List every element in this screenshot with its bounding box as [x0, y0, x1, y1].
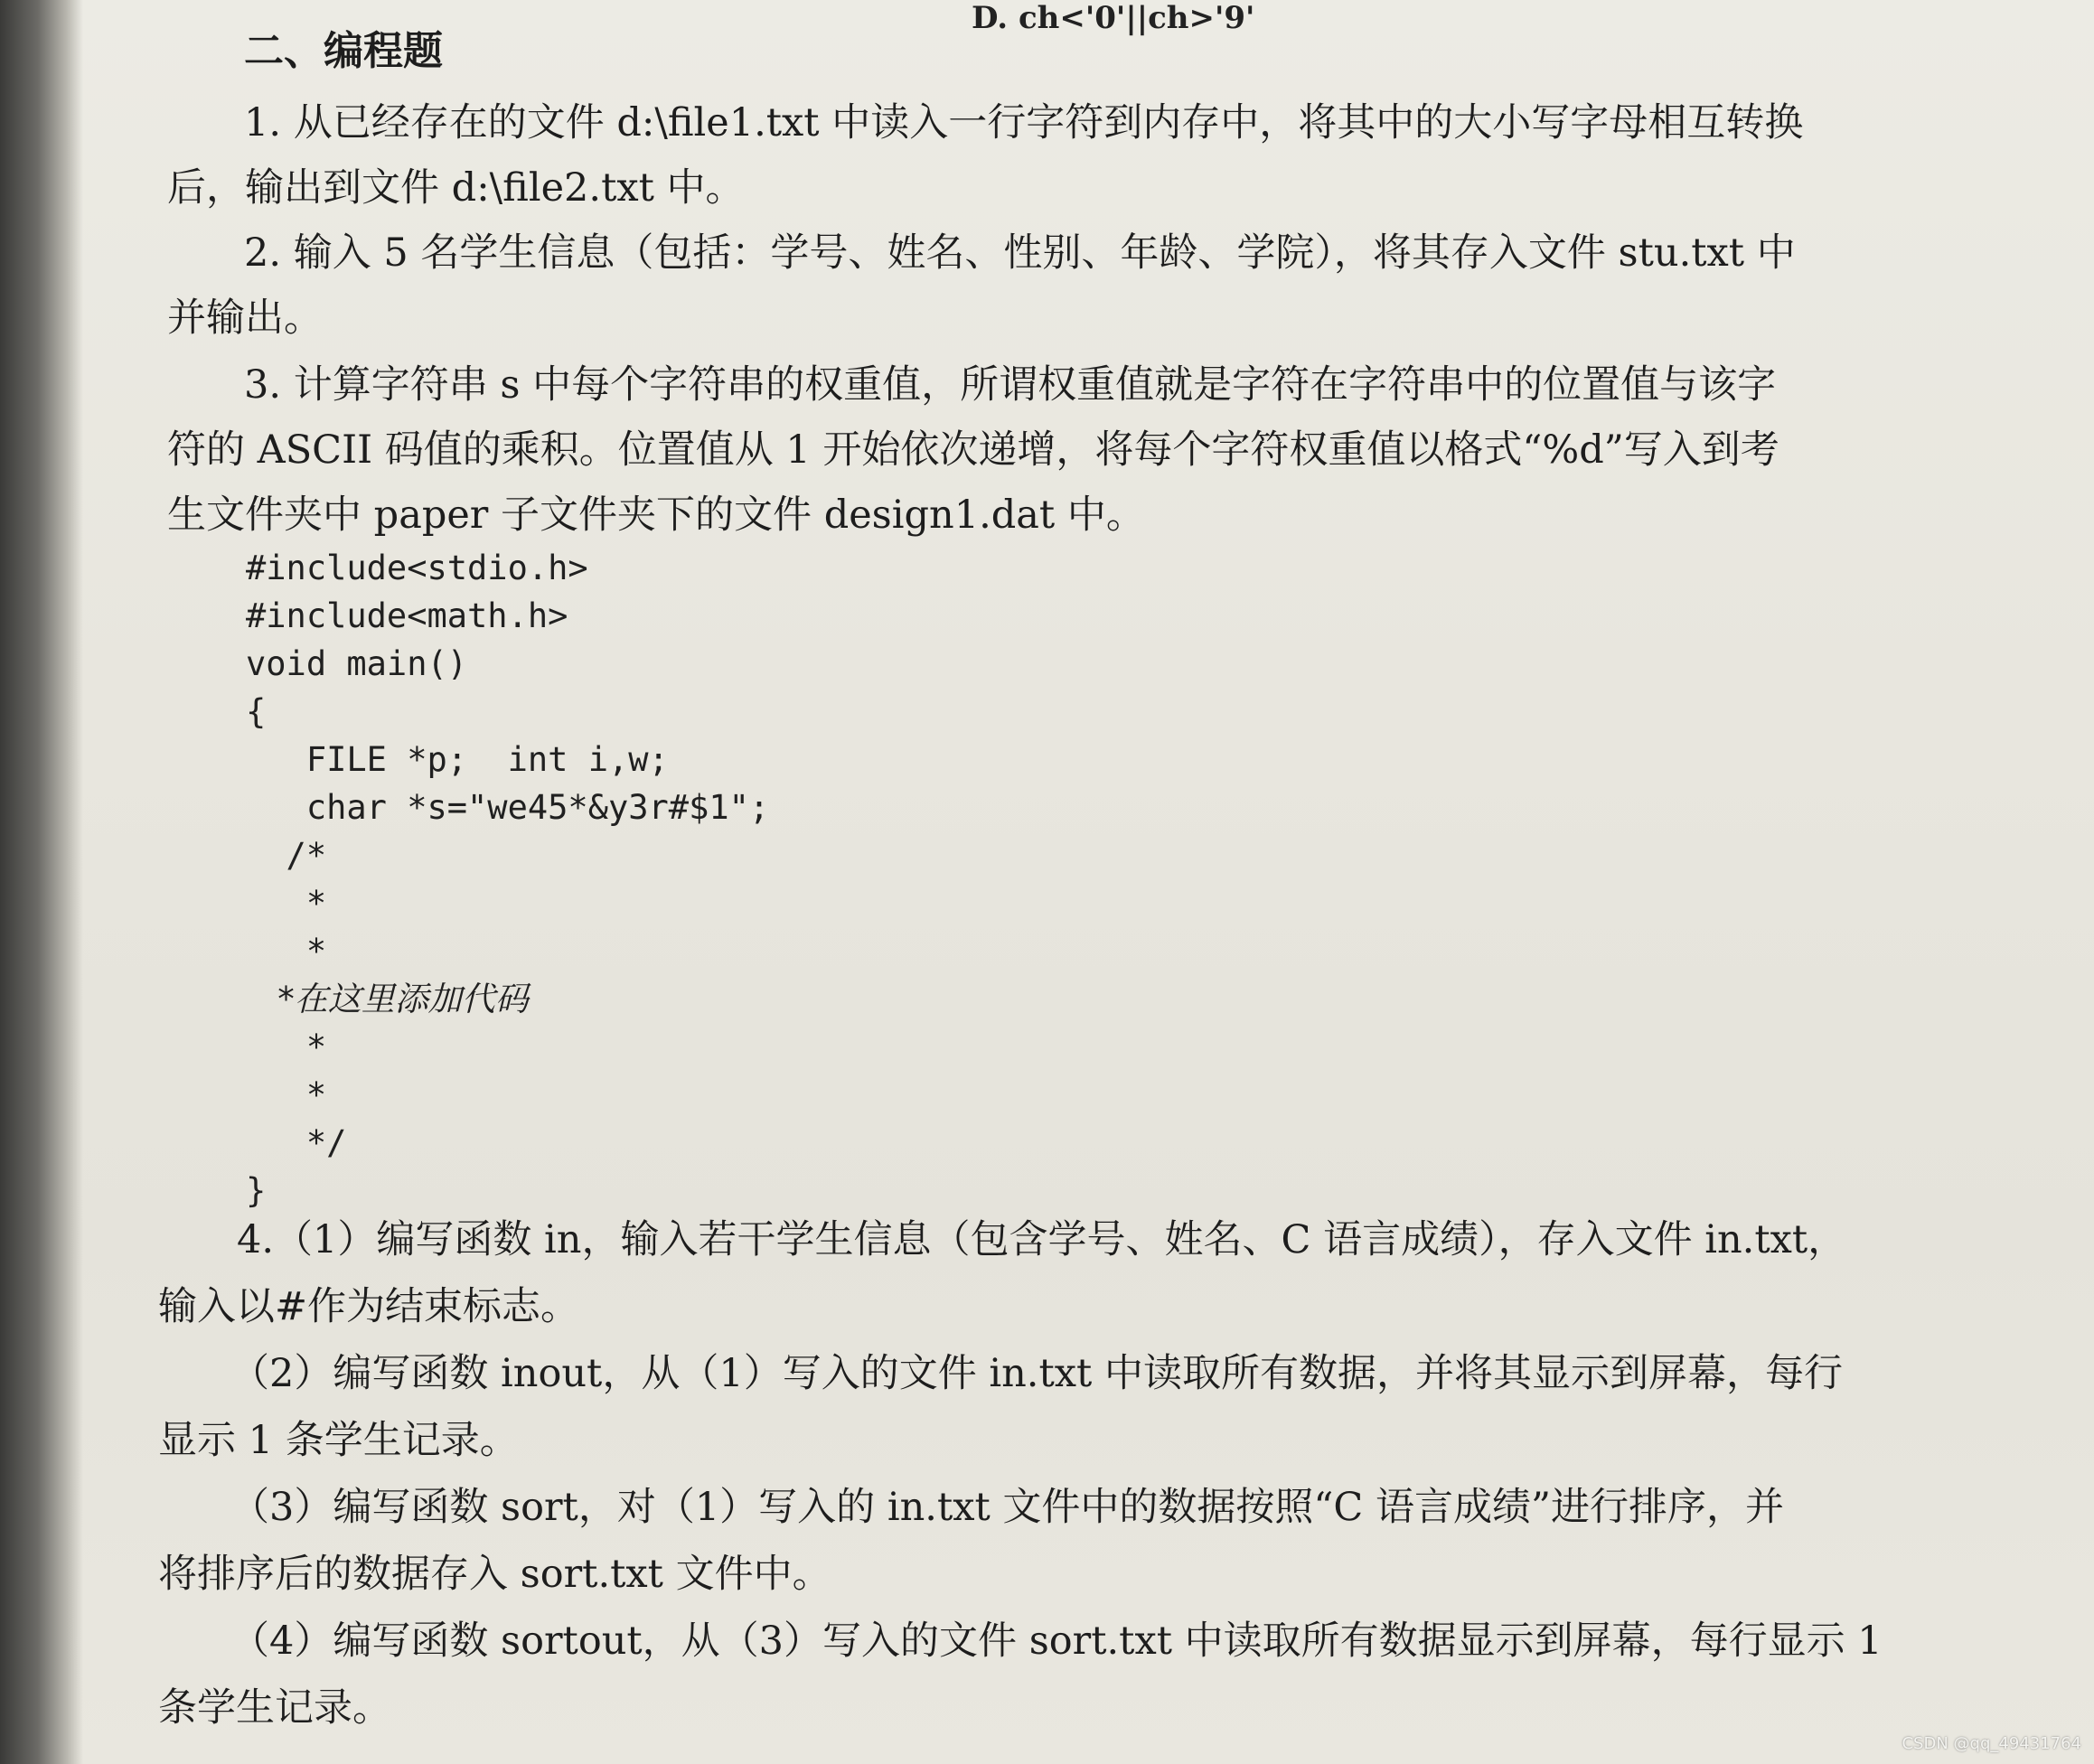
- q1-line-1: 1. 从已经存在的文件 d:\file1.txt 中读入一行字符到内存中，将其中的大小写字母相互转换: [244, 100, 1804, 145]
- code-line: *: [246, 932, 327, 971]
- code-line: void main(): [246, 644, 468, 683]
- code-line: }: [246, 1171, 267, 1210]
- code-line: /*: [246, 836, 327, 875]
- code-block: [246, 544, 769, 1215]
- q1-line-2: 后，输出到文件 d:\file2.txt 中。: [167, 165, 745, 211]
- code-line: {: [246, 692, 267, 731]
- q4-line-7: （4）编写函数 sortout，从（3）写入的文件 sort.txt 中读取所有数据显示到屏幕，每行显示 1: [230, 1619, 1883, 1664]
- q3-line-1: 3. 计算字符串 s 中每个字符串的权重值，所谓权重值就是字符在字符串中的位置值与该字: [244, 362, 1777, 408]
- section-title: 二、编程题: [244, 28, 443, 74]
- q4-line-8: 条学生记录。: [158, 1685, 391, 1731]
- code-line: */: [246, 1123, 347, 1162]
- previous-option-fragment: D. ch<'0'||ch>'9': [972, 0, 1255, 36]
- code-line: #include<stdio.h>: [246, 549, 588, 587]
- code-line: char *s="we45*&y3r#$1";: [246, 788, 770, 827]
- q4-line-5: （3）编写函数 sort，对（1）写入的 in.txt 文件中的数据按照“C 语言成绩”进行排序，并: [230, 1485, 1784, 1530]
- code-line: *: [246, 1027, 327, 1066]
- code-line: *在这里添加代码: [246, 980, 529, 1018]
- book-spine-shadow: [0, 0, 83, 1764]
- code-line: FILE *p; int i,w;: [246, 740, 669, 779]
- q2-line-1: 2. 输入 5 名学生信息（包括：学号、姓名、性别、年龄、学院），将其存入文件 stu.txt 中: [244, 230, 1796, 276]
- q2-line-2: 并输出。: [167, 296, 323, 341]
- code-line: *: [246, 1075, 327, 1114]
- code-line: *: [246, 884, 327, 923]
- q3-line-3: 生文件夹中 paper 子文件夹下的文件 design1.dat 中。: [167, 493, 1145, 538]
- q4-line-3: （2）编写函数 inout，从（1）写入的文件 in.txt 中读取所有数据，并将其显示到屏幕，每行: [230, 1351, 1843, 1396]
- q4-line-6: 将排序后的数据存入 sort.txt 文件中。: [158, 1552, 831, 1597]
- q4-line-1: 4.（1）编写函数 in，输入若干学生信息（包含学号、姓名、C 语言成绩），存入文件 in.txt，: [237, 1217, 1847, 1262]
- csdn-watermark: CSDN @qq_49431764: [1902, 1734, 2081, 1753]
- q4-line-2: 输入以#作为结束标志。: [158, 1284, 580, 1329]
- q3-line-2: 符的 ASCII 码值的乘积。位置值从 1 开始依次递增，将每个字符权重值以格式“%d”写入到考: [167, 427, 1779, 473]
- q4-line-4: 显示 1 条学生记录。: [158, 1418, 519, 1463]
- code-line: #include<math.h>: [246, 596, 568, 635]
